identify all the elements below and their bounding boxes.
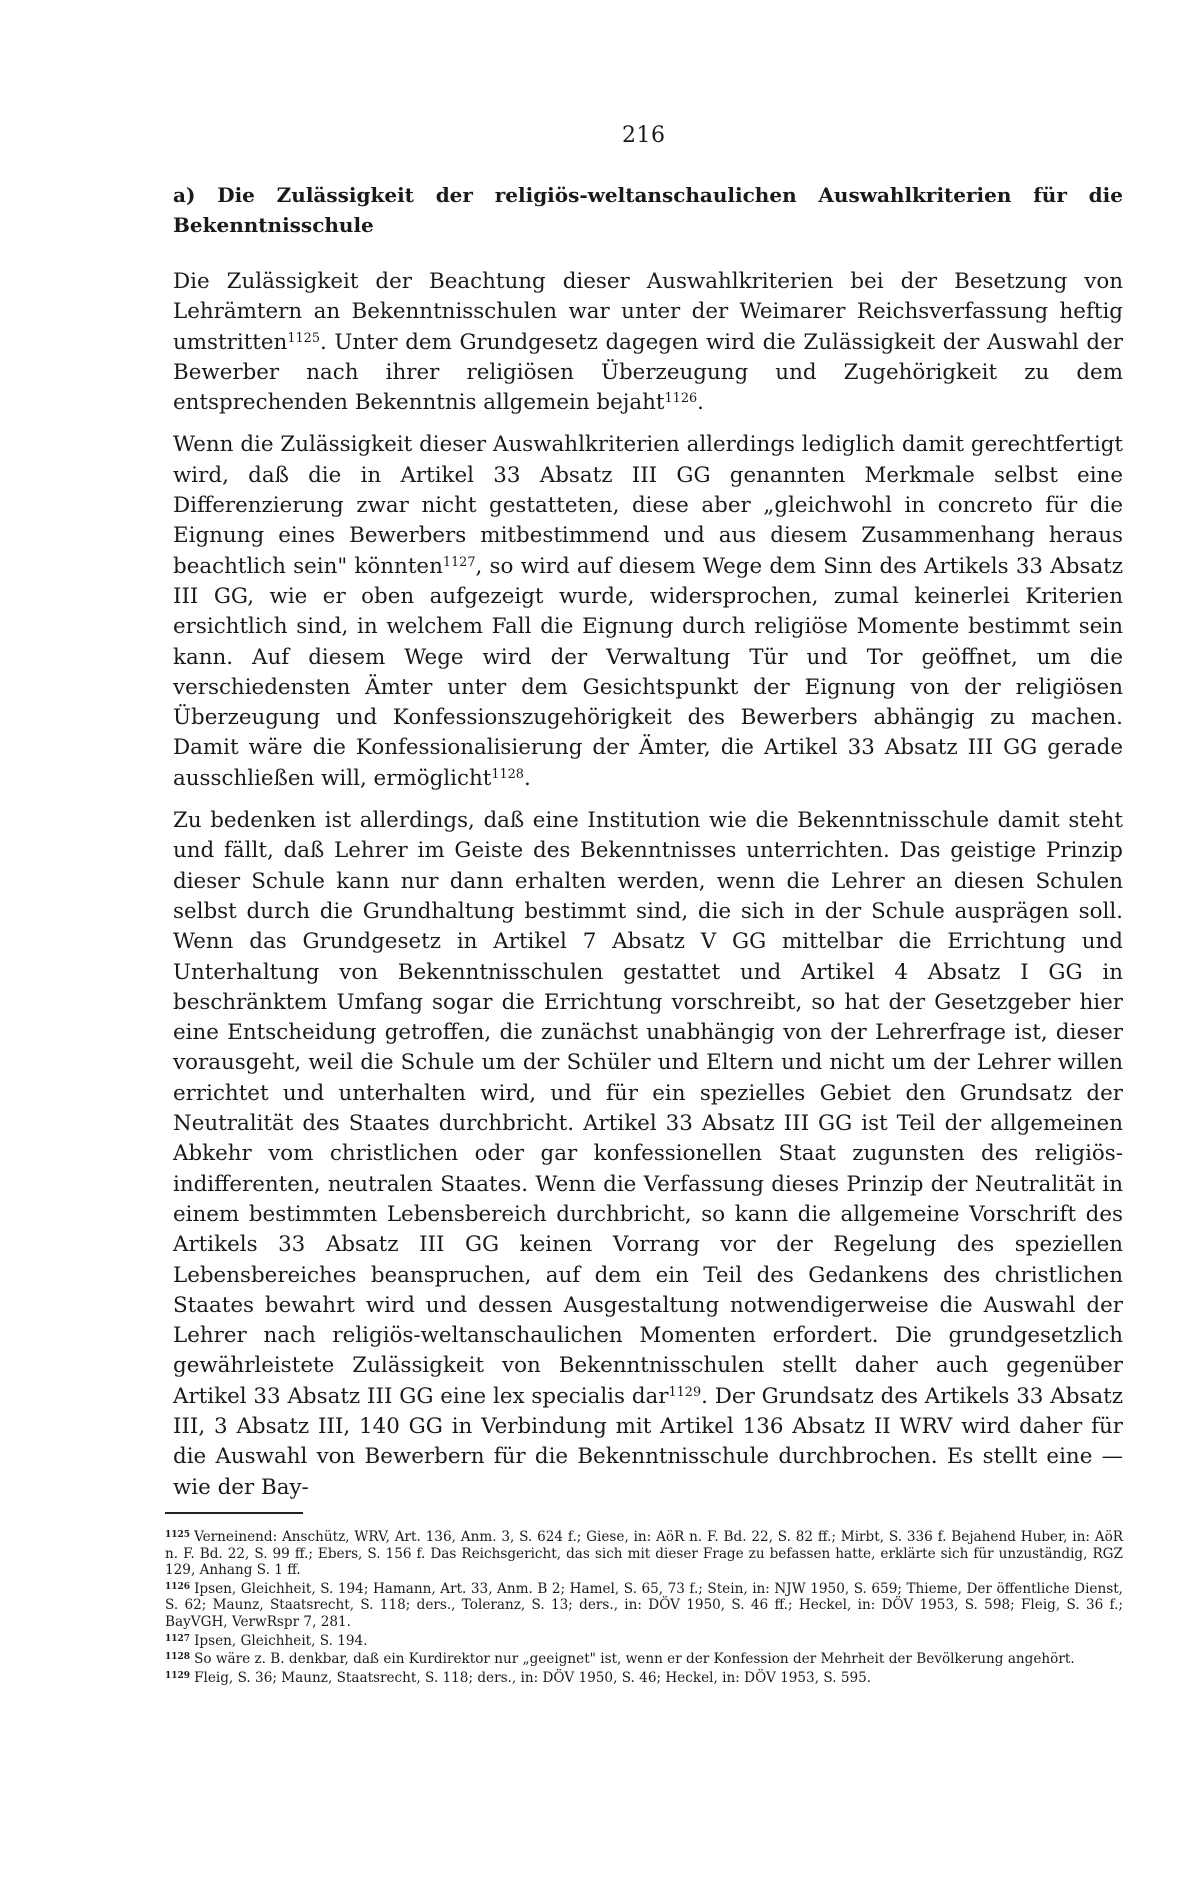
footnote-ref[interactable]: 1128 (491, 766, 524, 782)
paragraph-text: . Der Grundsatz des Artikels 33 Absatz III, 3 Absatz III, 140 GG in Verbindung mit Artikel 136 Absatz II WRV wird daher für die Auswahl von Bewerbern für die Bekenntnisschule durchbrochen. Es stellt eine — wie der Bay- (173, 1383, 1123, 1500)
footnote-number: 1129 (165, 1670, 191, 1681)
paragraph-text: . Unter dem Grundgesetz dagegen wird die Zulässigkeit der Auswahl der Bewerber nach ihrer religiösen Überzeugung und Zugehörigkeit zu dem entsprechenden Bekenntnis allgemein bejaht (173, 329, 1123, 416)
body-text (173, 267, 1123, 1515)
footnote-text: Ipsen, Gleichheit, S. 194; Hamann, Art. 33, Anm. B 2; Hamel, S. 65, 73 f.; Stein, in: NJW 1950, S. 659; Thieme, Der öffentliche Dienst, S. 62; Maunz, Staatsrecht, S. 118; ders., Toleranz, S. 13; ders., in: DÖV 1950, S. 46 ff.; Heckel, in: DÖV 1953, S. 598; Fleig, S. 36 f.; BayVGH, VerwRspr 7, 281. (165, 1580, 1123, 1630)
footnotes (165, 1527, 1123, 1686)
footnote-ref[interactable]: 1127 (442, 554, 476, 570)
footnote-number: 1125 (165, 1530, 191, 1540)
paragraph-text: Wenn die Zulässigkeit dieser Auswahlkriterien allerdings lediglich damit gerechtfertigt wird, daß die in Artikel 33 Absatz III GG genannten Merkmale selbst eine Differenzierung zwar nicht gestatteten, diese aber „gleichwohl in concreto für die Eignung eines Bewerbers mitbestimmend und aus diesem Zusammenhang heraus beachtlich sein" könnten (173, 432, 1123, 579)
paragraph (173, 267, 1123, 418)
page-number: 216 (622, 123, 666, 148)
paragraph-text: Die Zulässigkeit der Beachtung dieser Auswahlkriterien bei der Besetzung von Lehrämtern an Bekenntnisschulen war unter der Weimarer Reichsverfassung heftig umstritten (173, 269, 1123, 355)
footnote-ref[interactable]: 1126 (664, 391, 698, 407)
footnote-number: 1126 (165, 1581, 191, 1592)
footnote-number: 1128 (165, 1652, 191, 1663)
footnote (165, 1527, 1123, 1579)
paragraph-text: , so wird auf diesem Wege dem Sinn des Artikels 33 Absatz III GG, wie er oben aufgezeigt wurde, widersprochen, zumal keinerlei Kriterien ersichtlich sind, in welchem Fall die Eignung durch religiöse Momente bestimmt sein kann. Auf diesem Wege wird der Verwaltung Tür und Tor geöffnet, um die verschiedensten Ämter unter dem Gesichtspunkt der Eignung von der religiösen Überzeugung und Konfessionszugehörigkeit des Bewerbers abhängig zu machen. Damit wäre die Konfessionalisierung der Ämter, die Artikel 33 Absatz III GG gerade ausschließen will, ermöglicht (173, 553, 1123, 791)
footnote (165, 1649, 1123, 1668)
footnote-text: So wäre z. B. denkbar, daß ein Kurdirektor nur „geeignet" ist, wenn er der Konfession der Mehrheit der Bevölkerung angehört. (194, 1651, 1075, 1668)
footnote-divider (165, 1512, 303, 1514)
footnote (165, 1631, 1123, 1650)
paragraph-text: . (697, 390, 704, 416)
footnote-ref[interactable]: 1129 (668, 1384, 702, 1400)
paragraph (173, 430, 1123, 794)
footnote (165, 1668, 1123, 1687)
footnote-ref[interactable]: 1125 (287, 330, 320, 346)
paragraph-text: Zu bedenken ist allerdings, daß eine Institution wie die Bekenntnisschule damit steht und fällt, daß Lehrer im Geiste des Bekenntnisses unterrichten. Das geistige Prinzip dieser Schule kann nur dann erhalten werden, wenn die Lehrer an diesen Schulen selbst durch die Grundhaltung bestimmt sind, die sich in der Schule ausprägen soll. Wenn das Grundgesetz in Artikel 7 Absatz V GG mittelbar die Errichtung und Unterhaltung von Bekenntnisschulen gestattet und Artikel 4 Absatz I GG in beschränktem Umfang sogar die Errichtung vorschreibt, so hat der Gesetzgeber hier eine Entscheidung getroffen, die zunächst unabhängig von der Lehrerfrage ist, dieser vorausgeht, weil die Schule um der Schüler und Eltern und nicht um der Lehrer willen errichtet und unterhalten wird, und für ein spezielles Gebiet den Grundsatz der Neutralität des Staates durchbricht. Artikel 33 Absatz III GG ist Teil der allgemeinen Abkehr vom christlichen oder gar konfessionellen Staat zugunsten des religiös-indifferenten, neutralen Staates. Wenn die Verfassung dieses Prinzip der Neutralität in einem bestimmten Lebensbereich durchbricht, so kann die allgemeine Vorschrift des Artikels 33 Absatz III GG keinen Vorrang vor der Regelung des speziellen Lebensbereiches beanspruchen, auf dem ein Teil des Gedankens des christlichen Staates bewahrt wird und dessen Ausgestaltung notwendigerweise die Auswahl der Lehrer nach religiös-weltanschaulichen Momenten erfordert. Die grundgesetzlich gewährleistete Zulässigkeit von Bekenntnisschulen stellt daher auch gegenüber Artikel 33 Absatz III GG eine lex specialis dar (173, 808, 1123, 1409)
section-heading: a) Die Zulässigkeit der religiös-weltanschaulichen Auswahlkriterien für die Bekenntnisschule (173, 183, 1123, 237)
footnote-text: Verneinend: Anschütz, WRV, Art. 136, Anm. 3, S. 624 f.; Giese, in: AöR n. F. Bd. 22, S. 82 ff.; Mirbt, S. 336 f. Bejahend Huber, in: AöR n. F. Bd. 22, S. 99 ff.; Ebers, S. 156 f. Das Reichsgericht, das sich mit dieser Frage zu befassen hatte, erklärte sich für unzuständig, RGZ 129, Anhang S. 1 ff. (165, 1529, 1123, 1579)
footnote-text: Fleig, S. 36; Maunz, Staatsrecht, S. 118; ders., in: DÖV 1950, S. 46; Heckel, in: DÖV 1953, S. 595. (194, 1669, 872, 1686)
paragraph (173, 806, 1123, 1503)
footnote-number: 1127 (165, 1633, 191, 1644)
footnote (165, 1579, 1123, 1631)
paragraph-text: . (523, 765, 531, 791)
footnote-text: Ipsen, Gleichheit, S. 194. (194, 1632, 368, 1649)
